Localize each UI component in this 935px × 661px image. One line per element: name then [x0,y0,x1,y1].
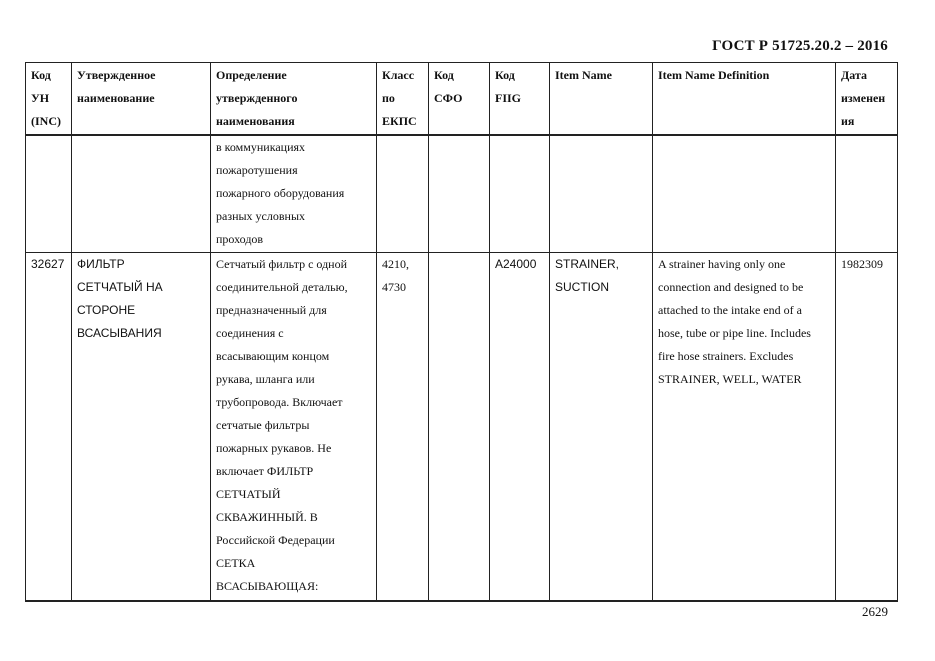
header-inc-code: Код УН (INC) [26,63,72,136]
cell-item-name-definition [653,135,836,252]
cell-definition: в коммуникациях пожаротушения пожарного оборудования разных условных проходов [211,135,377,252]
header-item-name: Item Name [550,63,653,136]
cell-inc-code: 32627 [26,252,72,601]
table-header-row [26,63,898,136]
cell-inc-code [26,135,72,252]
cell-fiig-code: A24000 [490,252,550,601]
cell-item-name-definition: A strainer having only one connection and designed to be attached to the intake end of a hose, tube or pipe line. Includes fire hose strainers. Excludes STRAINER, WELL, WATER [653,252,836,601]
header-ekps-class: Класс по ЕКПС [377,63,429,136]
cell-ekps-class [377,135,429,252]
cell-definition: Сетчатый фильтр с одной соединительной деталью, предназначенный для соединения с всасывающим концом рукава, шланга или трубопровода. Включает сетчатые фильтры пожарных рукавов. Не включает ФИЛЬТР СЕТЧАТЫЙ СКВАЖИННЫЙ. В Российской Федерации СЕТКА ВСАСЫВАЮЩАЯ: [211,252,377,601]
header-fiig-code: Код FIIG [490,63,550,136]
cell-sfo-code [429,252,490,601]
table-row [26,135,898,252]
header-approved-name: Утвержденное наименование [72,63,211,136]
classification-table [25,62,898,602]
cell-approved-name: ФИЛЬТР СЕТЧАТЫЙ НА СТОРОНЕ ВСАСЫВАНИЯ [72,252,211,601]
cell-approved-name [72,135,211,252]
cell-change-date: 1982309 [836,252,898,601]
header-change-date: Дата изменен ия [836,63,898,136]
header-sfo-code: Код СФО [429,63,490,136]
header-item-name-definition: Item Name Definition [653,63,836,136]
cell-sfo-code [429,135,490,252]
page-number: 2629 [862,604,888,619]
cell-fiig-code [490,135,550,252]
cell-ekps-class: 4210, 4730 [377,252,429,601]
header-definition: Определение утвержденного наименования [211,63,377,136]
cell-item-name [550,135,653,252]
cell-change-date [836,135,898,252]
document-standard-title: ГОСТ Р 51725.20.2 – 2016 [712,38,888,54]
cell-item-name: STRAINER, SUCTION [550,252,653,601]
table-row [26,252,898,601]
